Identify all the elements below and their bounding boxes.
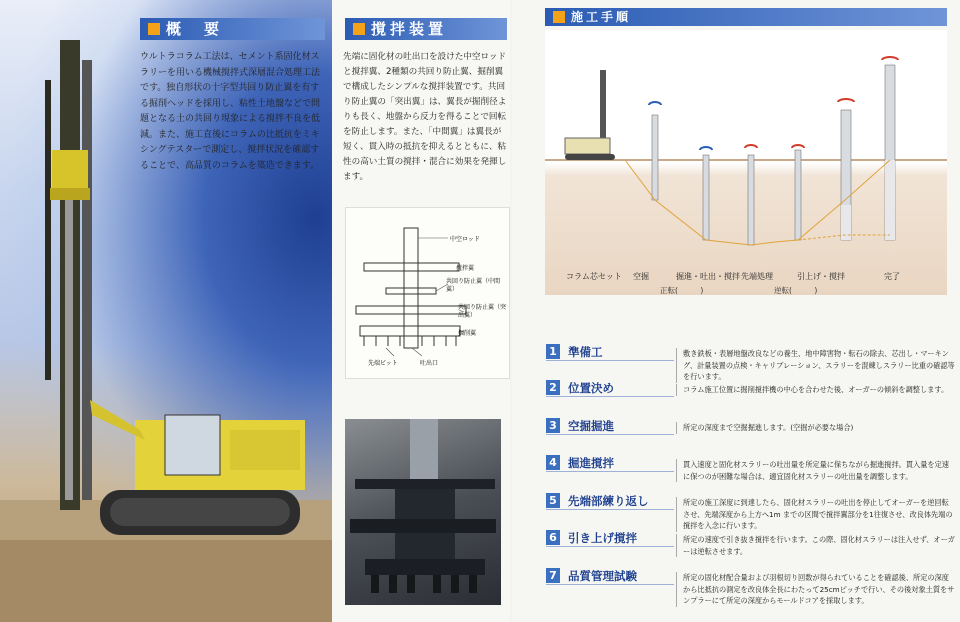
label-excavation-blade: 掘削翼: [458, 330, 477, 337]
label-tip-bit: 先端ビット: [368, 360, 398, 367]
legend-forward: 正転( ): [660, 286, 704, 295]
procedure-drawing: [545, 30, 947, 295]
step-title: 引き上げ撹拌: [568, 531, 637, 545]
step-number: 4: [546, 455, 560, 470]
step-title: 位置決め: [568, 381, 614, 395]
step-desc: コラム施工位置に掘削撹拌機の中心を合わせた後、オーガーの傾斜を調整します。: [676, 384, 955, 396]
label-mid-blade: 共回り防止翼（中間翼）: [446, 278, 501, 293]
stirring-heading-text: 撹拌装置: [371, 20, 448, 38]
step-desc: 所定の速度で引き抜き撹拌を行います。この際、固化材スラリーは注入せず、オーガーは逆転させます。: [676, 534, 955, 557]
step-title: 掘進撹拌: [568, 456, 614, 470]
step-number: 6: [546, 530, 560, 545]
procedure-heading: [545, 8, 947, 26]
stirring-device-diagram: [345, 207, 510, 379]
step-number: 7: [546, 568, 560, 583]
stirring-heading: [345, 18, 507, 40]
stirring-text: 先端に固化材の吐出口を設けた中空ロッドと撹拌翼、2種類の共回り防止翼、掘削翼で構成したシンプルな撹拌装置です。共回り防止翼の「突出翼」は、翼長が掘削径よりも長く、地盤から反力を得ることで回転を防止します。また、「中間翼」は翼長が短く、貫入時の抵抗を抑えるとともに、粘性の高い土質の撹拌・混合に効果を発揮します。: [343, 52, 507, 182]
step-label-pullup: 引上げ・撹拌: [797, 272, 845, 281]
bullet-square-icon: [353, 23, 365, 35]
step-number: 5: [546, 493, 560, 508]
step-number: 1: [546, 344, 560, 359]
legend-reverse: 逆転( ): [774, 286, 818, 295]
step-divider: [546, 360, 674, 361]
step-desc: 所定の固化材配合量および羽根切り回数が得られていることを確認後、所定の深度から比抵抗の測定を改良体全長にわたって25cmピッチで行い、その後対象土質をサンプラーにて所定の深度からモールドコアを採取します。: [676, 572, 955, 607]
step-divider: [546, 546, 674, 547]
step-label-complete: 完了: [884, 272, 900, 281]
step-desc: 所定の深度まで空掘掘進します。(空掘が必要な場合): [676, 422, 955, 434]
step-label-empty-dig: 空掘: [633, 272, 649, 281]
step-desc: 敷き鉄板・表層地盤改良などの養生、地中障害物・転石の除去、芯出し・マーキング、計量装置の点検・キャリブレーション、スラリーを混練しスラリー比重の確認等を行います。: [676, 348, 955, 383]
procedure-heading-text: 施工手順: [571, 10, 632, 24]
label-outlet: 吐出口: [420, 360, 439, 367]
overview-heading-text: 概 要: [166, 20, 224, 38]
step-label-dig-stir: 掘進・吐出・撹拌: [676, 272, 740, 281]
step-divider: [546, 509, 674, 510]
step-title: 先端部練り返し: [568, 494, 649, 508]
overview-heading: [140, 18, 325, 40]
step-title: 品質管理試験: [568, 569, 637, 583]
step-label-column-set: コラム芯セット: [566, 272, 622, 281]
step-divider: [546, 471, 674, 472]
step-desc: 貫入速度と固化材スラリーの吐出量を所定量に保ちながら掘進撹拌。貫入量を定速に保つのが困難な場合は、適宜固化材スラリーの吐出量を調整します。: [676, 459, 955, 482]
step-title: 準備工: [568, 345, 603, 359]
device-photo-drawing: [345, 419, 501, 605]
procedure-diagram: [545, 30, 947, 295]
label-protruding-blade: 共回り防止翼（突出翼）: [458, 304, 507, 319]
step-divider: [546, 396, 674, 397]
step-number: 2: [546, 380, 560, 395]
overview-text: ウルトラコラム工法は、セメント系固化材スラリーを用いる機械撹拌式深層混合処理工法です。独自形状の十字型共回り防止翼を有する掘削ヘッドを採用し、粘性土地盤などで問題となる土の共回り現象による撹拌不良を低減。また、施工直後にコラムの比抵抗をミキシングテスターで測定し、撹拌状況を確認することで、高品質のコラムを築造できます。: [140, 52, 321, 171]
step-desc: 所定の施工深度に到達したら、固化材スラリーの吐出を停止してオーガーを逆回転させ、先端深度から上方へ1m までの区間で撹拌翼部分を1往復させ、改良体先端の撹拌を入念に行います。: [676, 497, 955, 532]
label-hollow-rod: 中空ロッド: [450, 236, 480, 243]
overview-panel: [0, 0, 332, 622]
bullet-square-icon: [148, 23, 160, 35]
step-title: 空掘掘進: [568, 419, 614, 433]
stirring-device-photo: [345, 419, 501, 605]
label-stirring-blade: 撹拌翼: [456, 265, 475, 272]
step-number: 3: [546, 418, 560, 433]
step-label-tip: 先端処理: [741, 272, 773, 281]
step-divider: [546, 584, 674, 585]
bullet-square-icon: [553, 11, 565, 23]
step-divider: [546, 434, 674, 435]
